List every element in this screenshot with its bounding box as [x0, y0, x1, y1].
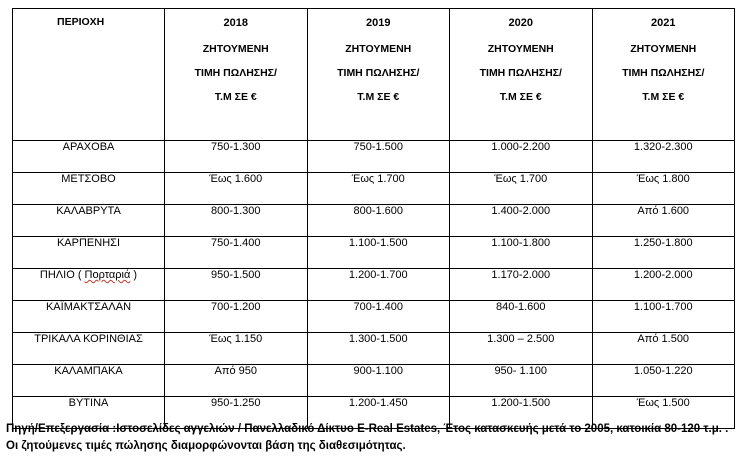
- price-cell: 1.000-2.200: [450, 141, 593, 173]
- table-row: [13, 173, 735, 205]
- year-column-header: [165, 9, 308, 141]
- region-column-header: ΠΕΡΙΟΧΗ: [13, 9, 165, 141]
- price-cell: 750-1.400: [165, 237, 308, 269]
- region-cell: ΤΡΙΚΑΛΑ ΚΟΡΙΝΘΙΑΣ: [13, 333, 165, 365]
- price-cell: 950-1.250: [165, 397, 308, 429]
- price-cell: Έως 1.800: [592, 173, 735, 205]
- price-cell: 950-1.500: [165, 269, 308, 301]
- price-cell: Από 950: [165, 365, 308, 397]
- price-cell: 1.200-1.500: [450, 397, 593, 429]
- year-label: 2021: [651, 17, 676, 29]
- region-text: ): [130, 269, 138, 281]
- year-label: 2020: [508, 17, 533, 29]
- header-line: Τ.Μ ΣΕ €: [357, 91, 400, 103]
- price-cell: 700-1.200: [165, 301, 308, 333]
- price-cell: 840-1.600: [450, 301, 593, 333]
- region-text: ΠΗΛΙΟ (: [39, 269, 85, 281]
- price-cell: 700-1.400: [307, 301, 450, 333]
- header-line: Τ.Μ ΣΕ €: [499, 91, 542, 103]
- year-label: 2018: [223, 17, 248, 29]
- price-cell: Έως 1.150: [165, 333, 308, 365]
- region-text-underlined: Πορταριά: [84, 269, 131, 281]
- table-row: [13, 141, 735, 173]
- header-line: ΖΗΤΟΥΜΕΝΗ: [487, 43, 554, 55]
- year-column-header: [450, 9, 593, 141]
- year-column-header: [307, 9, 450, 141]
- price-cell: 900-1.100: [307, 365, 450, 397]
- header-line: ΤΙΜΗ ΠΩΛΗΣΗΣ/: [194, 67, 277, 79]
- region-cell: ΚΑΪΜΑΚΤΣΑΛΑΝ: [13, 301, 165, 333]
- source-footnote: Πηγή/Επεξεργασία :Ιστοσελίδες αγγελιών / Πανελλαδικό Δίκτυο E-Real Estates, Έτος κατασκευής μετά το 2005, κατοικία 80-120 τ.μ. . Οι ζητούμενες τιμές πώλησης διαμορφώνονται βάση της διαθεσιμότητας.: [6, 423, 729, 452]
- price-cell: 1.300-1.500: [307, 333, 450, 365]
- table-row: [13, 365, 735, 397]
- price-cell: Έως 1.600: [165, 173, 308, 205]
- price-cell: 1.300 – 2.500: [450, 333, 593, 365]
- header-line: ΖΗΤΟΥΜΕΝΗ: [202, 43, 269, 55]
- price-cell: 800-1.300: [165, 205, 308, 237]
- region-cell: ΚΑΛΑΜΠΑΚΑ: [13, 365, 165, 397]
- price-cell: 1.200-2.000: [592, 269, 735, 301]
- price-cell: Από 1.500: [592, 333, 735, 365]
- table-header-row: [13, 9, 735, 141]
- region-cell: ΚΑΡΠΕΝΗΣΙ: [13, 237, 165, 269]
- table-row: [13, 237, 735, 269]
- price-cell: Έως 1.700: [307, 173, 450, 205]
- table-row: [13, 301, 735, 333]
- price-cell: 1.170-2.000: [450, 269, 593, 301]
- price-cell: 1.100-1.800: [450, 237, 593, 269]
- region-cell: [13, 269, 165, 301]
- price-cell: 1.100-1.700: [592, 301, 735, 333]
- price-cell: 1.200-1.700: [307, 269, 450, 301]
- price-cell: Έως 1.700: [450, 173, 593, 205]
- table-row: [13, 205, 735, 237]
- region-cell: ΒΥΤΙΝΑ: [13, 397, 165, 429]
- header-line: ΤΙΜΗ ΠΩΛΗΣΗΣ/: [622, 67, 705, 79]
- header-line: Τ.Μ ΣΕ €: [214, 91, 257, 103]
- header-line: ΖΗΤΟΥΜΕΝΗ: [345, 43, 412, 55]
- price-cell: 1.050-1.220: [592, 365, 735, 397]
- price-cell: 950- 1.100: [450, 365, 593, 397]
- price-cell: 800-1.600: [307, 205, 450, 237]
- price-cell: 750-1.500: [307, 141, 450, 173]
- region-cell: ΜΕΤΣΟΒΟ: [13, 173, 165, 205]
- price-cell: Από 1.600: [592, 205, 735, 237]
- price-cell: 1.250-1.800: [592, 237, 735, 269]
- price-cell: Έως 1.500: [592, 397, 735, 429]
- price-cell: 750-1.300: [165, 141, 308, 173]
- header-line: ΤΙΜΗ ΠΩΛΗΣΗΣ/: [337, 67, 420, 79]
- price-cell: 1.200-1.450: [307, 397, 450, 429]
- header-line: Τ.Μ ΣΕ €: [642, 91, 685, 103]
- price-cell: 1.320-2.300: [592, 141, 735, 173]
- price-table: [12, 8, 735, 429]
- header-line: ΤΙΜΗ ΠΩΛΗΣΗΣ/: [479, 67, 562, 79]
- price-cell: 1.100-1.500: [307, 237, 450, 269]
- region-cell: ΚΑΛΑΒΡΥΤΑ: [13, 205, 165, 237]
- table-row: [13, 269, 735, 301]
- year-label: 2019: [366, 17, 391, 29]
- table-row: [13, 333, 735, 365]
- region-cell: ΑΡΑΧΟΒΑ: [13, 141, 165, 173]
- year-column-header: [592, 9, 735, 141]
- price-cell: 1.400-2.000: [450, 205, 593, 237]
- header-line: ΖΗΤΟΥΜΕΝΗ: [630, 43, 697, 55]
